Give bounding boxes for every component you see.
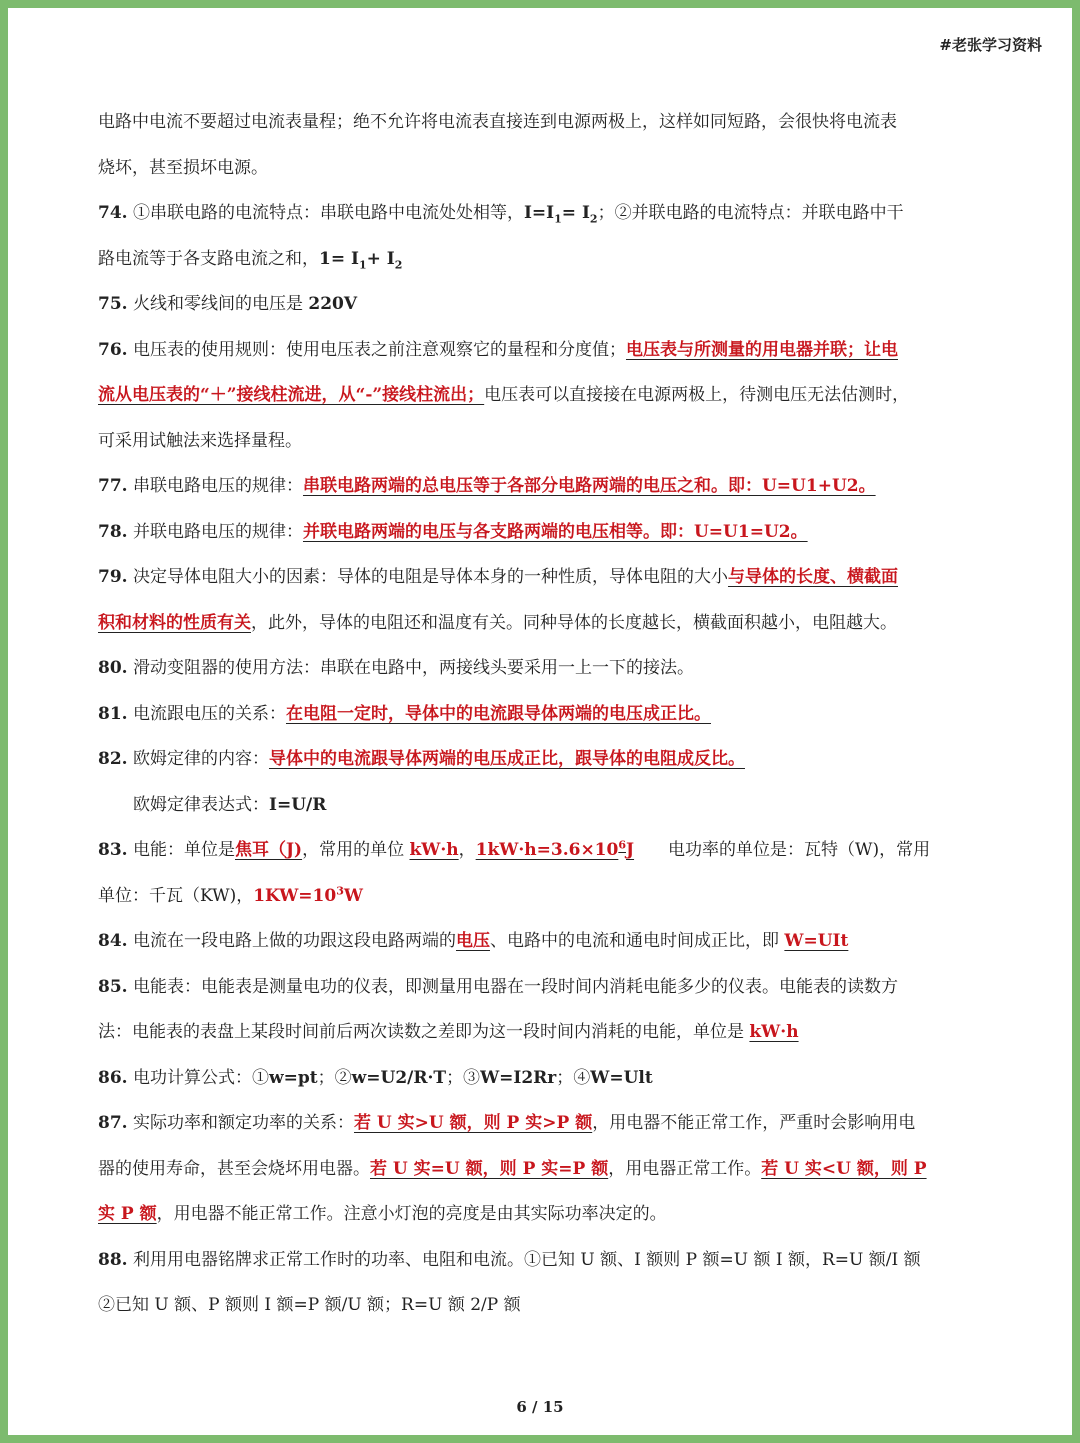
item-76: 76. 电压表的使用规则：使用电压表之前注意观察它的量程和分度值；电压表与所测量的用电器并联；让电 (98, 339, 898, 360)
item-79: 79. 决定导体电阻大小的因素：导体的电阻是导体本身的一种性质，导体电阻的大小与导体的长度、横截面 (98, 567, 898, 587)
text-line: 实 P 额，用电器不能正常工作。注意小灯泡的亮度是由其实际功率决定的。 (98, 1204, 667, 1224)
page-number: 6 / 15 (516, 1398, 564, 1416)
item-78: 78. 并联电路电压的规律：并联电路两端的电压与各支路两端的电压相等。即：U=U1=U2。 (98, 521, 808, 542)
item-85: 85. 电能表：电能表是测量电功的仪表，即测量用电器在一段时间内消耗电能多少的仪表。电能表的读数方 (98, 976, 898, 997)
text-line: ②已知 U 额、P 额则 I 额=P 额/U 额；R=U 额 2/P 额 (98, 1295, 521, 1315)
page-sheet (8, 8, 1072, 1435)
text-line: 积和材料的性质有关，此外，导体的电阻还和温度有关。同种导体的长度越长，横截面积越小，电阻越大。 (98, 612, 897, 633)
item-83: 83. 电能：单位是焦耳（J)，常用的单位 kW·h，$1kW\cdot h=3.6\times 10^6J$ 电功率的单位是：瓦特（W)，常用 (98, 838, 931, 860)
item-82: 82. 欧姆定律的内容：导体中的电流跟导体两端的电压成正比，跟导体的电阻成反比。 (98, 749, 745, 769)
text-line: 电路中电流不要超过电流表量程；绝不允许将电流表直接连到电源两极上，这样如同短路，会很快将电流表 (98, 112, 897, 132)
text-line: 可采用试触法来选择量程。 (98, 430, 302, 451)
item-77: 77. 串联电路电压的规律：串联电路两端的总电压等于各部分电路两端的电压之和。即：U=U1+U2。 (98, 476, 876, 496)
item-87: 87. 实际功率和额定功率的关系：若 U 实>U 额，则 P 实>P 额，用电器不能正常工作，严重时会影响用电 (98, 1113, 916, 1133)
text-line: 烧坏，甚至损坏电源。 (98, 157, 268, 178)
document-body (98, 100, 998, 1329)
item-86: 86. 电功计算公式：①w=pt；②w=U2/R·T；③W=I2Rr；④W=Ult (98, 1067, 653, 1088)
text-line: 欧姆定律表达式：I=U/R (133, 794, 327, 815)
item-75: 75. 火线和零线间的电压是 220V (98, 294, 358, 314)
item-84: 84. 电流在一段电路上做的功跟这段电路两端的电压、电路中的电流和通电时间成正比，即 W=UIt (98, 931, 849, 951)
item-74: 74. ①串联电路的电流特点：串联电路中电流处处相等，$I=I_1= I_2$；②并联电路的电流特点：并联电路中干 (98, 203, 904, 226)
text-line: 法：电能表的表盘上某段时间前后两次读数之差即为这一段时间内消耗的电能，单位是 kW·h (98, 1022, 799, 1042)
text-line: 器的使用寿命，甚至会烧坏用电器。若 U 实=U 额，则 P 实=P 额，用电器正常工作。若 U 实<U 额，则 P (98, 1158, 927, 1179)
text-line: 流从电压表的“＋”接线柱流进，从“-”接线柱流出；电压表可以直接接在电源两极上，待测电压无法估测时， (98, 385, 910, 405)
item-80: 80. 滑动变阻器的使用方法：串联在电路中，两接线头要采用一上一下的接法。 (98, 658, 694, 678)
text-line: 单位：千瓦（KW)，$1KW=10^3W$ (98, 883, 363, 906)
source-tag: #老张学习资料 (939, 36, 1042, 54)
item-88: 88. 利用用电器铭牌求正常工作时的功率、电阻和电流。①已知 U 额、I 额则 P 额=U 额 I 额，R=U 额/I 额 (98, 1249, 921, 1270)
text-line: 路电流等于各支路电流之和，$1= I_1+ I_2$ (98, 248, 403, 271)
item-81: 81. 电流跟电压的关系：在电阻一定时，导体中的电流跟导体两端的电压成正比。 (98, 703, 711, 724)
